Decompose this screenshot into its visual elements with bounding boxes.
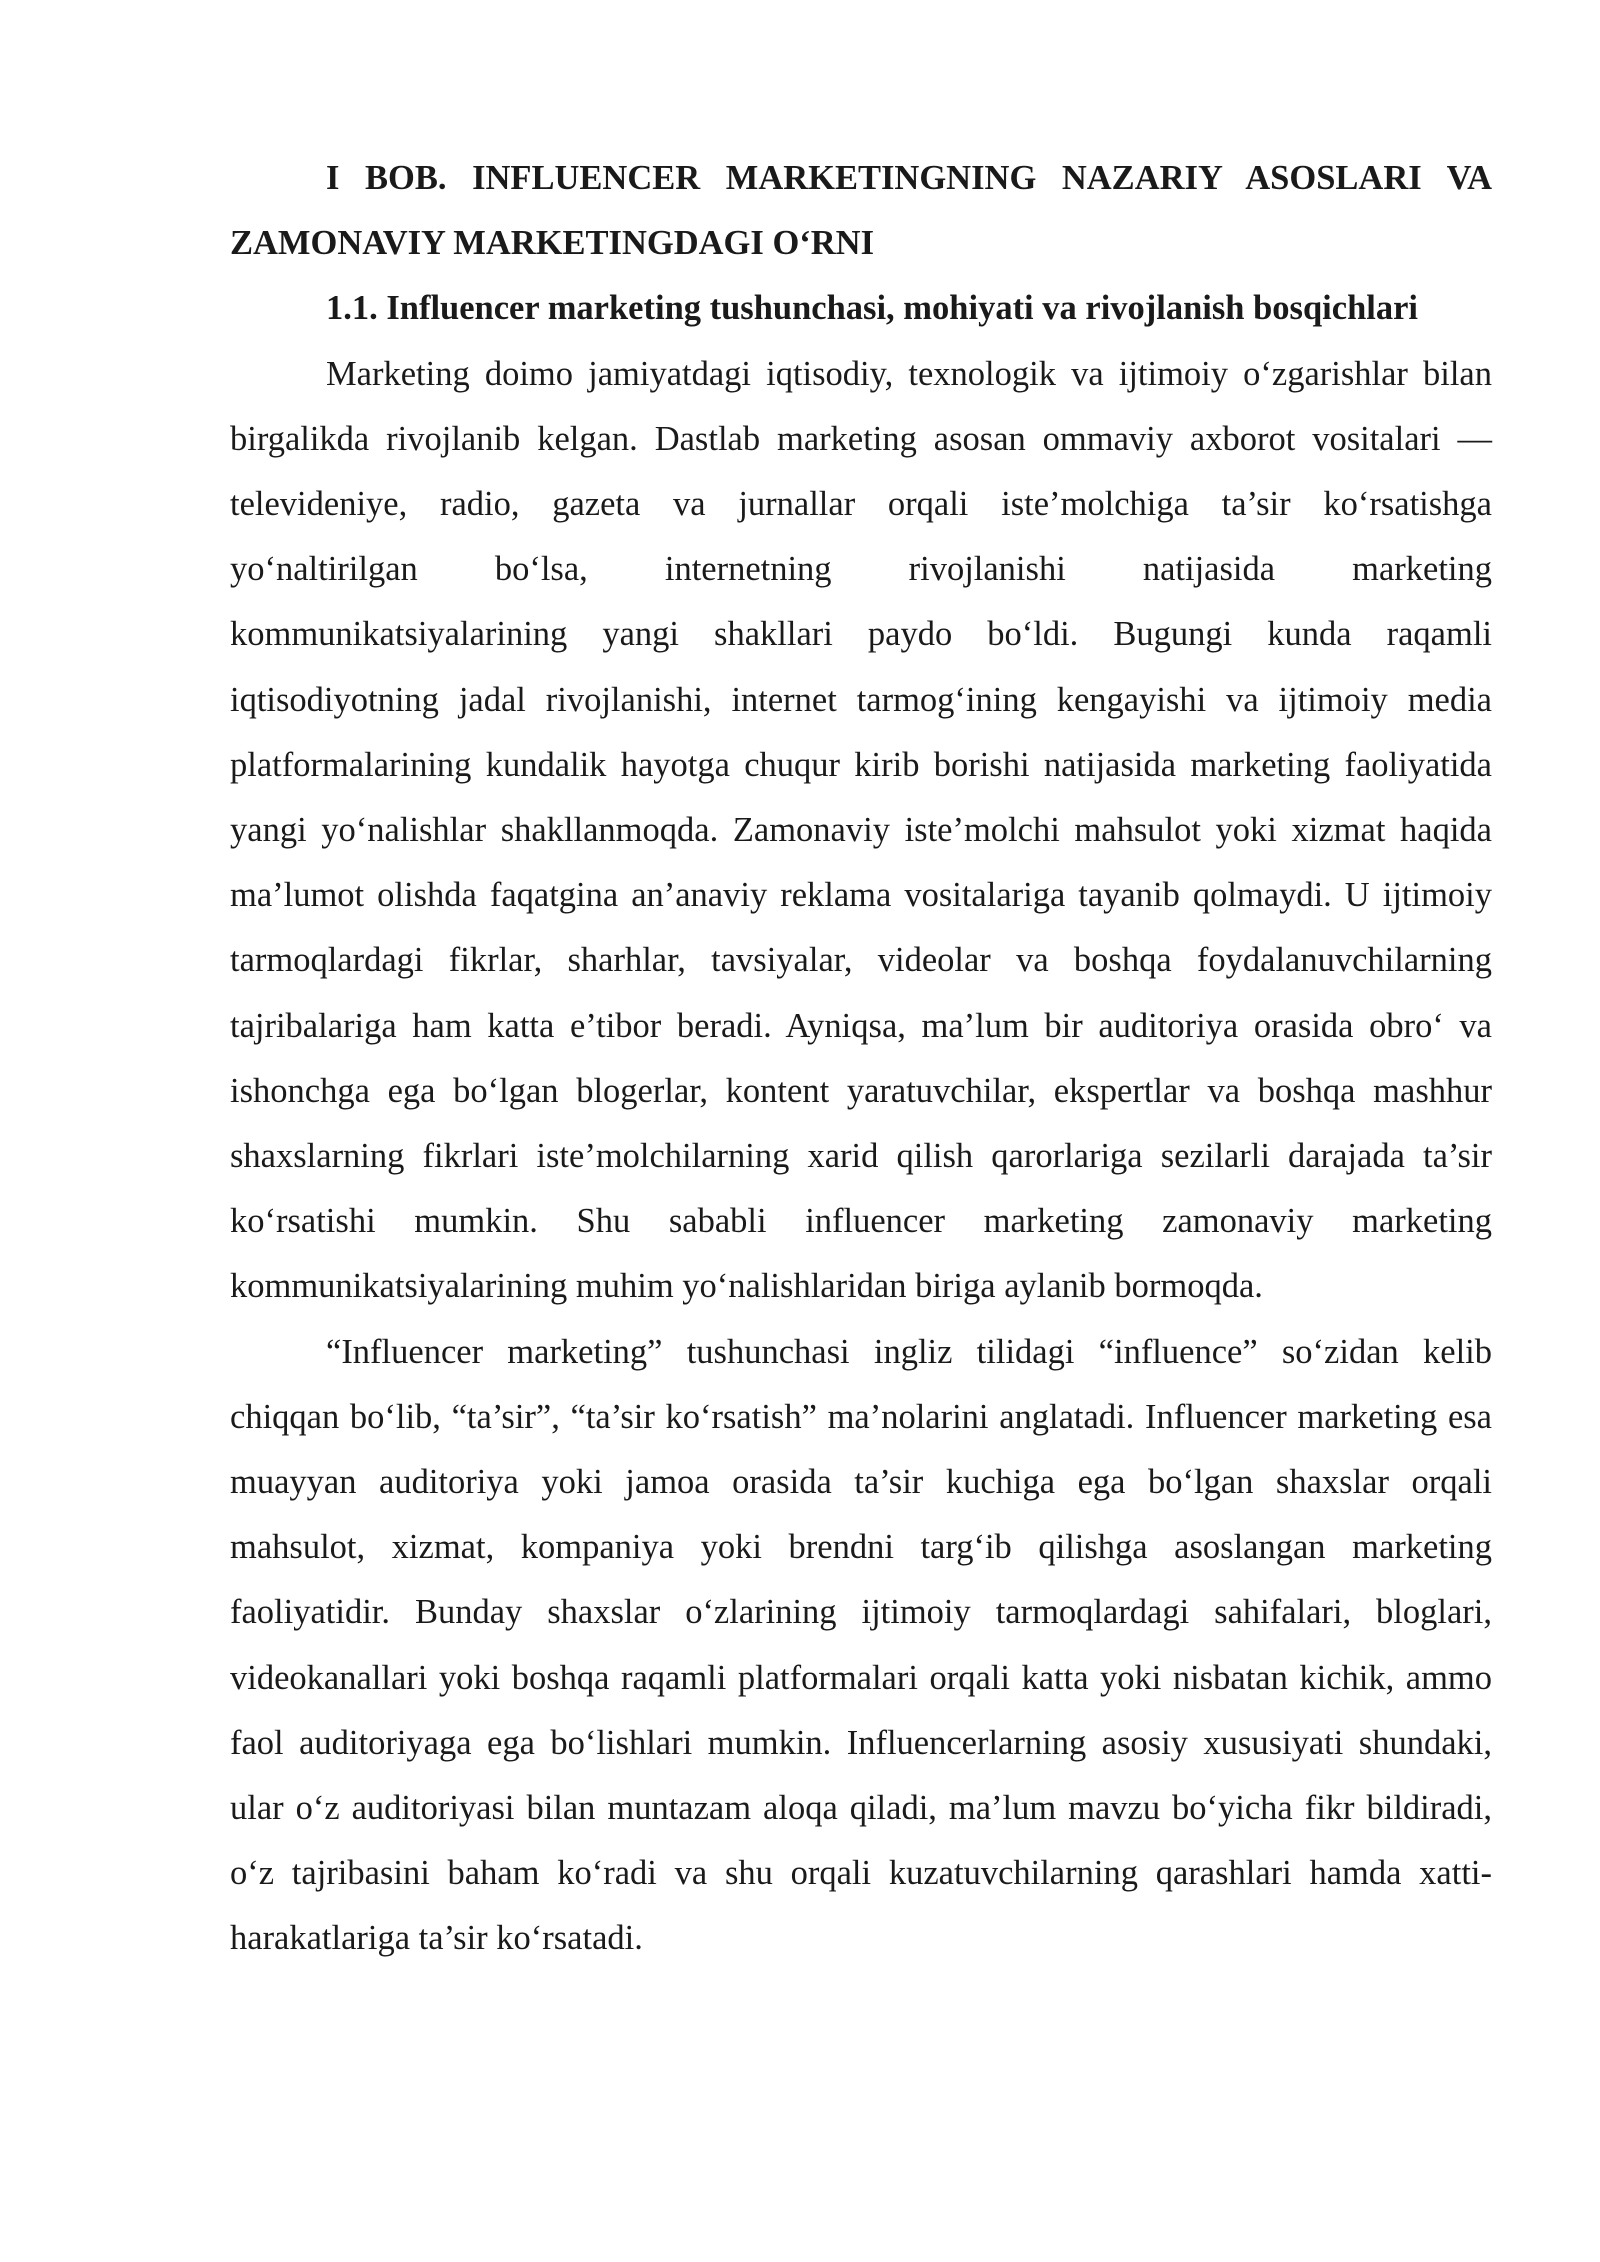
body-paragraph-1: Marketing doimo jamiyatdagi iqtisodiy, texnologik va ijtimoiy o‘zgarishlar bilan birgalikda rivojlanib kelgan. Dastlab marketing asosan ommaviy axborot vositalari — televideniye, radio, gazeta va jurnallar orqali iste’molchiga ta’sir ko‘rsatishga yo‘naltirilgan bo‘lsa, internetning rivojlanishi natijasida marketing kommunikatsiyalarining yangi shakllari paydo bo‘ldi. Bugungi kunda raqamli iqtisodiyotning jadal rivojlanishi, internet tarmog‘ining kengayishi va ijtimoiy media platformalarining kundalik hayotga chuqur kirib borishi natijasida marketing faoliyatida yangi yo‘nalishlar shakllanmoqda. Zamonaviy iste’molchi mahsulot yoki xizmat haqida ma’lumot olishda faqatgina an’anaviy reklama vositalariga tayanib qolmaydi. U ijtimoiy tarmoqlardagi fikrlar, sharhlar, tavsiyalar, videolar va boshqa foydalanuvchilarning tajribalariga ham katta e’tibor beradi. Ayniqsa, ma’lum bir auditoriya orasida obro‘ va ishonchga ega bo‘lgan blogerlar, kontent yaratuvchilar, ekspertlar va boshqa mashhur shaxslarning fikrlari iste’molchilarning xarid qilish qarorlariga sezilarli darajada ta’sir ko‘rsatishi mumkin. Shu sababli influencer marketing zamonaviy marketing kommunikatsiyalarining muhim yo‘nalishlaridan biriga aylanib bormoqda. [230,354,1492,1306]
document-body [230,146,1492,1972]
chapter-title: I BOB. INFLUENCER MARKETINGNING NAZARIY ASOSLARI VA ZAMONAVIY MARKETINGDAGI O‘RNI [230,159,1492,263]
body-paragraph-2: “Influencer marketing” tushunchasi ingliz tilidagi “influence” so‘zidan kelib chiqqan bo‘lib, “ta’sir”, “ta’sir ko‘rsatish” ma’nolarini anglatadi. Influencer marketing esa muayyan auditoriya yoki jamoa orasida ta’sir kuchiga ega bo‘lgan shaxslar orqali mahsulot, xizmat, kompaniya yoki brendni targ‘ib qilishga asoslangan marketing faoliyatidir. Bunday shaxslar o‘zlarining ijtimoiy tarmoqlardagi sahifalari, bloglari, videokanallari yoki boshqa raqamli platformalari orqali katta yoki nisbatan kichik, ammo faol auditoriyaga ega bo‘lishlari mumkin. Influencerlarning asosiy xususiyati shundaki, ular o‘z auditoriyasi bilan muntazam aloqa qiladi, ma’lum mavzu bo‘yicha fikr bildiradi, o‘z tajribasini baham ko‘radi va shu orqali kuzatuvchilarning qarashlari hamda xatti-harakatlariga ta’sir ko‘rsatadi. [230,1332,1492,1958]
section-title: 1.1. Influencer marketing tushunchasi, mohiyati va rivojlanish bosqichlari [326,289,1418,328]
